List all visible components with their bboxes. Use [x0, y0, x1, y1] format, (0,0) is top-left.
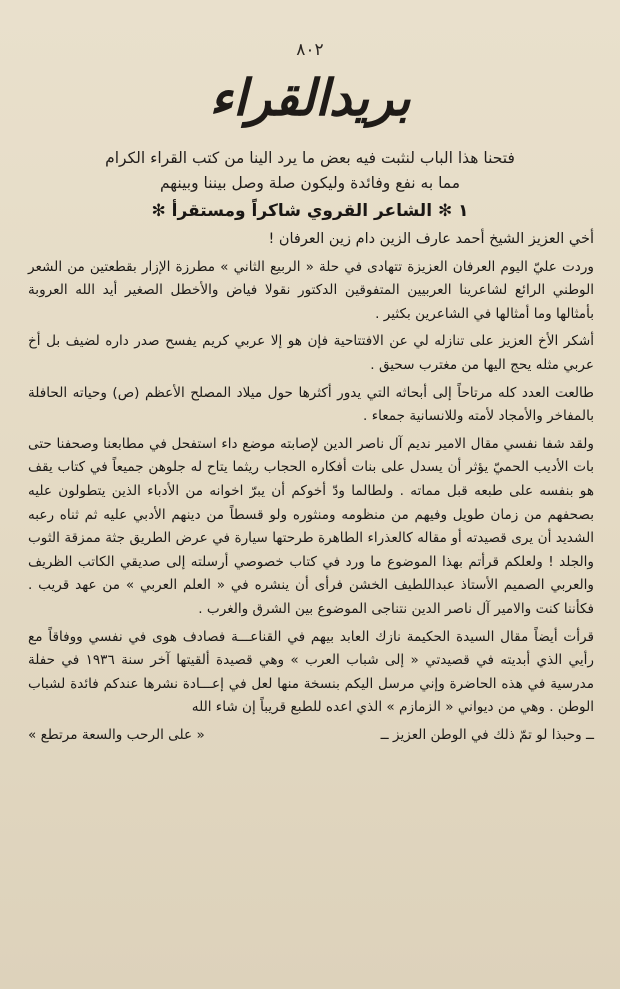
closing-text: ــ وحبذا لو تمّ ذلك في الوطن العزيز ــ — [380, 726, 594, 743]
letter-paragraph: طالعت العدد كله مرتاحاً إلى أبحاثه التي يدور أكثرها حول ميلاد المصلح الأعظم (ص) وحياته الحافلة بالمفاخر والأمجاد لأمته وللانسانية جمعاء . — [28, 384, 594, 425]
star-ornament-icon: ✻ — [437, 201, 453, 221]
intro-line-1: فتحنا هذا الباب لنثبت فيه بعض ما يرد الينا من كتب القراء الكرام — [105, 149, 515, 167]
letter-salutation: أخي العزيز الشيخ أحمد عارف الزين دام زين العرفان ! — [268, 231, 594, 247]
letter-paragraph: أشكر الأخ العزيز على تنازله لي عن الافتتاحية فإن هو إلا عربي كريم يفسح صدر داره لضيف بل أخ عربي مثله يحج اليها من مغترب سحيق . — [28, 333, 594, 373]
letter-paragraph: ولقد شفا نفسي مقال الامير نديم آل ناصر الدين لإصابته موضع داء استفحل في مطابعنا وصحفنا حتى بات الأديب الحميّ يؤثر أن يسدل على بنات أفكاره الحجاب ريثما يتاح له جلوهن جميعاً في كتاب يقف هو بنفسه على طبعه قبل مماته . ولطالما ودّ أخوكم أن يبرّ اخوانه من الأدباء الذين يتطولون عليه بصحفهم من زمان طويل وفيهم من منظومه ومنثوره ولو قسطاً من دينهم الأدبي عليه ثم ثناه رعبه الشديد أن يرى قصيدته أو مقاله كالعذراء الطاهرة طرحتها سيارة في عرض الطريق جثة ممزقة الثوب والجلد ! ولعلكم قرأتم بهذا الموضوع ما ورد في كتاب خصوصي أرسلته إلى صديقي الكاتب الظريف والعربي الصميم الأستاذ عبداللطيف الخشن فرأى أن ينشره في « العلم العربي » من عهد قريب . فكأننا كنت والامير آل ناصر الدين نتناجى الموضوع بين الشرق والغرب . — [28, 435, 594, 617]
section-intro — [60, 146, 560, 196]
section-title: بريدالقراء — [209, 68, 411, 127]
page-number: ٨٠٢ — [296, 40, 324, 60]
letter-paragraph: وردت عليّ اليوم العرفان العزيزة تتهادى في حلة « الربيع الثاني » مطرزة الإزار بقطعتين من الشعر الوطني الرائع لشاعرينا العربيين المتفوقين الدكتور نقولا فياض والأخطل الصغير أيد الله العروبة بأمثالها وما أمثالها في الشاعرين بكثير . — [28, 258, 594, 322]
letter-heading-text: الشاعر القروي شاكراً ومستقرأ — [171, 201, 433, 221]
intro-line-2: مما به نفع وفائدة وليكون صلة وصل بيننا وبينهم — [159, 174, 461, 192]
letter-body — [28, 228, 594, 747]
letter-number: ١ — [458, 201, 469, 221]
editor-note: « على الرحب والسعة مرتطع » — [28, 726, 205, 743]
letter-closing-line — [28, 724, 594, 748]
star-ornament-icon: ✻ — [151, 201, 166, 221]
letter-paragraph: قرأت أيضاً مقال السيدة الحكيمة نازك العابد بيهم في القناعـــة فصادف هوى في نفسي ووفاقاً مع رأيي الذي أبديته في قصيدتي « إلى شباب العرب » وهي قصيدة ألقيتها آخر سنة ١٩٣٦ في حفلة مدرسية في هذه الحاضرة وإني مرسل اليكم بنسخة منها لعل في إعـــادة نشرها عندكم فائدة لشباب الوطن . وهي من ديواني « الزمازم » الذي اعده للطبع قريباً إن شاء الله — [28, 628, 594, 716]
letter-heading — [70, 196, 550, 226]
